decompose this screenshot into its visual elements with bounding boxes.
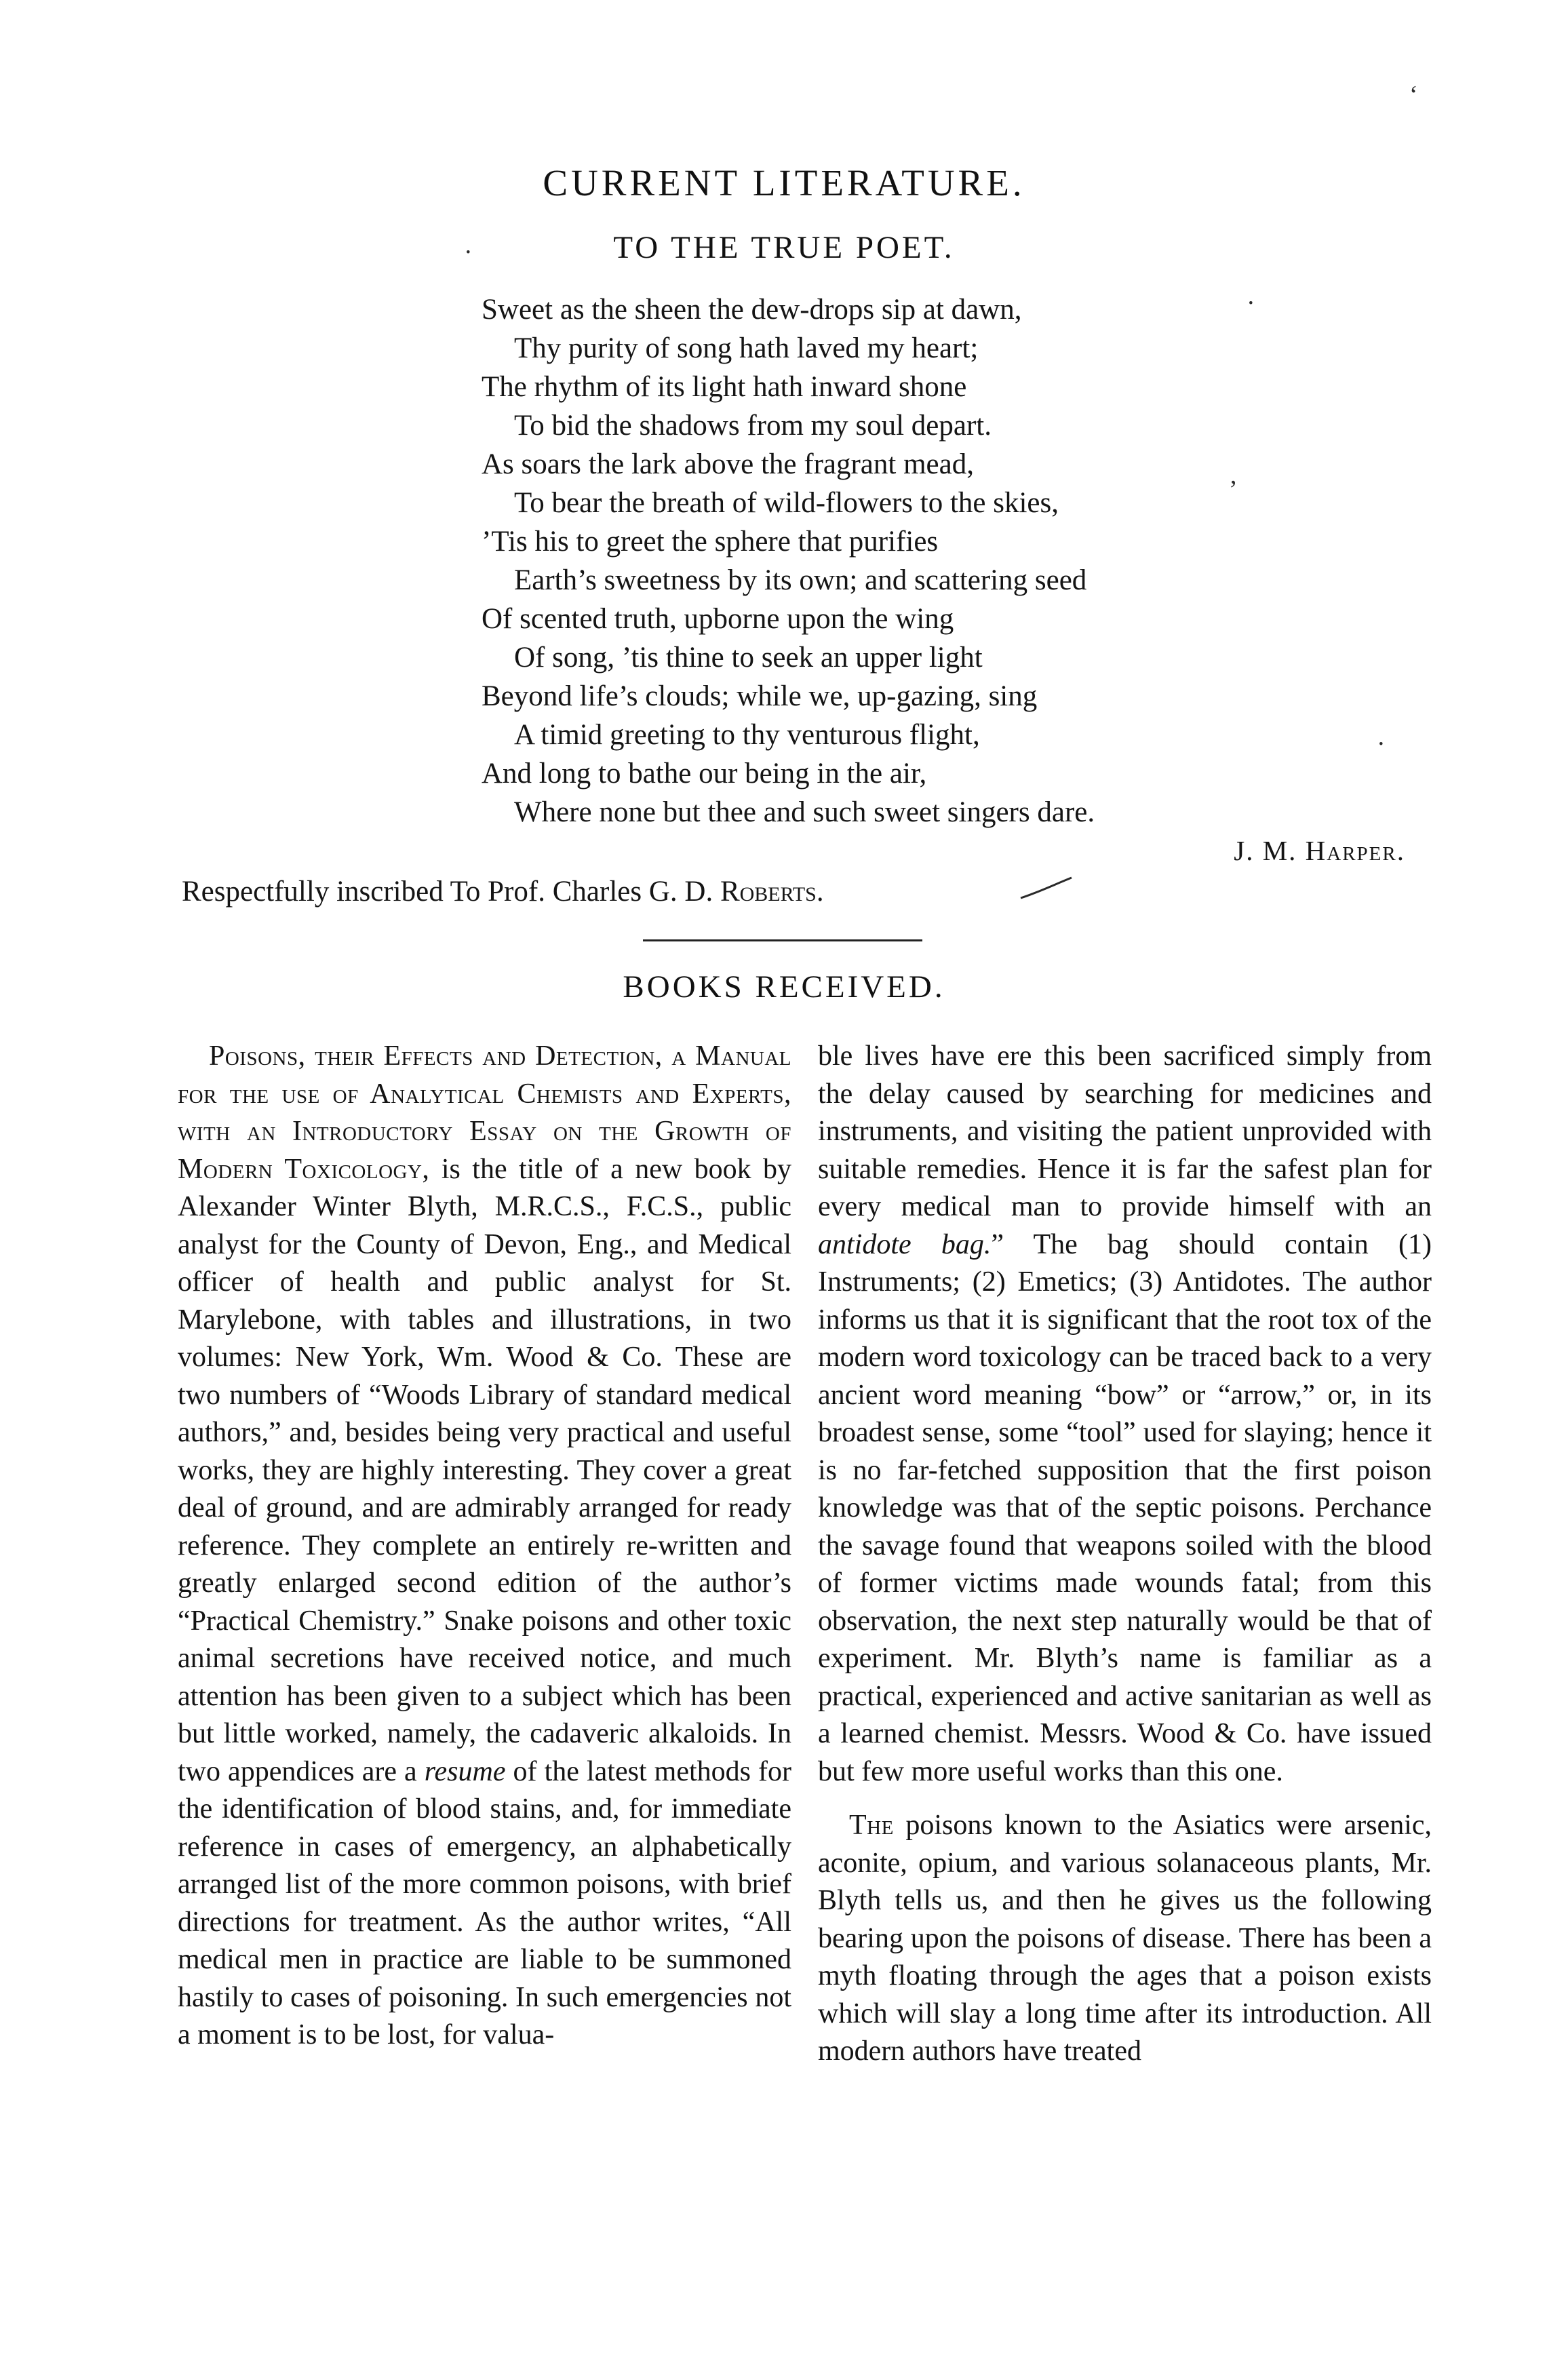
poem-body <box>482 290 1329 832</box>
poem-title: TO THE TRUE POET. <box>613 230 955 265</box>
dedication-name: Roberts. <box>720 876 824 908</box>
left-column <box>178 1038 791 2054</box>
poem-line: Where none but thee and such sweet singers dare. <box>514 796 1095 828</box>
pencil-mark-icon <box>1017 875 1075 902</box>
review-paragraph: Poisons, their Effects and Detection, a Manual for the use of Analytical Chemists and Experts, with an Introductory Essay on the Growth of Modern Toxicology, is the title of a new book by Alexander Winter Blyth, M.R.C.S., F.C.S., public analyst for the County of Devon, Eng., and Medical officer of health and public analyst for St. Marylebone, with tables and illustrations, in two volumes: New York, Wm. Wood & Co. These are two numbers of “Woods Library of standard medical authors,” and, besides being very practical and useful works, they are highly interesting. They cover a great deal of ground, and are admirably arranged for ready reference. They complete an entirely re-written and greatly enlarged second edition of the author’s “Practical Chemistry.” Snake poisons and other toxic animal secretions have received notice, and much attention has been given to a subject which has been but little worked, namely, the cadaveric alkaloids. In two appendices are a resume of the latest methods for the identification of blood stains, and, for immediate reference in cases of emergency, an alphabetically arranged list of the more common poisons, with brief directions for treatment. As the author writes, “All medical men in practice are liable to be summoned hastily to cases of poisoning. In such emergencies not a moment is to be lost, for valua- <box>178 1040 792 2050</box>
books-received-title: BOOKS RECEIVED. <box>623 969 945 1005</box>
poem-line: Of song, ’tis thine to seek an upper light <box>514 642 983 674</box>
margin-mark: · <box>1377 730 1386 758</box>
poem-line: The rhythm of its light hath inward shone <box>482 371 967 403</box>
poem-line: To bear the breath of wild-flowers to the skies, <box>514 487 1059 519</box>
poem-author: J. M. Harper. <box>1234 835 1405 866</box>
poem-line: And long to bathe our being in the air, <box>482 758 927 790</box>
poem-line: Thy purity of song hath laved my heart; <box>514 332 979 364</box>
poem-line: Earth’s sweetness by its own; and scattering seed <box>514 564 1087 596</box>
poem-line: Sweet as the sheen the dew-drops sip at dawn, <box>482 294 1022 326</box>
poem-line: ’Tis his to greet the sphere that purifies <box>482 526 939 558</box>
dedication-text: Respectfully inscribed To Prof. Charles G. D. <box>182 876 713 908</box>
book-title: Poisons, their Effects and Detection, a Manual for the use of Analytical Chemists and Experts, with an Introductory Essay on the Growth of Modern Toxicology, <box>178 1040 791 1185</box>
section-title: CURRENT LITERATURE. <box>543 162 1025 203</box>
poem-line: Of scented truth, upborne upon the wing <box>482 603 954 635</box>
review-paragraph: ble lives have ere this been sacrificed simply from the delay caused by searching for medicines and instruments, and visiting the patient unprovided with suitable remedies. Hence it is far the safest plan for every medical man to provide himself with an antidote bag.” The bag should contain (1) Instruments; (2) Emetics; (3) Antidotes. The author informs us that it is significant that the root tox of the modern word toxicology can be traced back to a very ancient word meaning “bow” or “arrow,” or, in its broadest sense, some “tool” used for slaying; hence it is no far-fetched supposition that the first poison knowledge was that of the septic poisons. Perchance the savage found that weapons soiled with the blood of former victims made wounds fatal; from this observation, the next step naturally would be that of experiment. Mr. Blyth’s name is familiar as a practical, experienced and active sanitarian as well as a learned chemist. Messrs. Wood & Co. have issued but few more useful works than this one. <box>818 1040 1432 1787</box>
poem-line: As soars the lark above the fragrant mead, <box>482 448 974 480</box>
margin-mark: ’ <box>1229 475 1238 504</box>
margin-mark: ‘ <box>1409 81 1418 109</box>
poem-dedication <box>182 875 824 908</box>
review-paragraph: The poisons known to the Asiatics were arsenic, aconite, opium, and various solanaceous plants, Mr. Blyth tells us, and then he gives us the following bearing upon the poisons of disease. There has been a myth floating through the ages that a poison exists which will slay a long time after its introduction. All modern authors have treated <box>818 1810 1432 2067</box>
margin-mark: · <box>464 238 473 267</box>
poem-line: Beyond life’s clouds; while we, up-gazing, sing <box>482 680 1038 712</box>
section-divider <box>643 939 922 941</box>
poem-line: A timid greeting to thy venturous flight, <box>514 719 980 751</box>
poem-line: To bid the shadows from my soul depart. <box>514 410 992 442</box>
right-column <box>818 1038 1432 2071</box>
margin-mark: · <box>1247 289 1255 317</box>
